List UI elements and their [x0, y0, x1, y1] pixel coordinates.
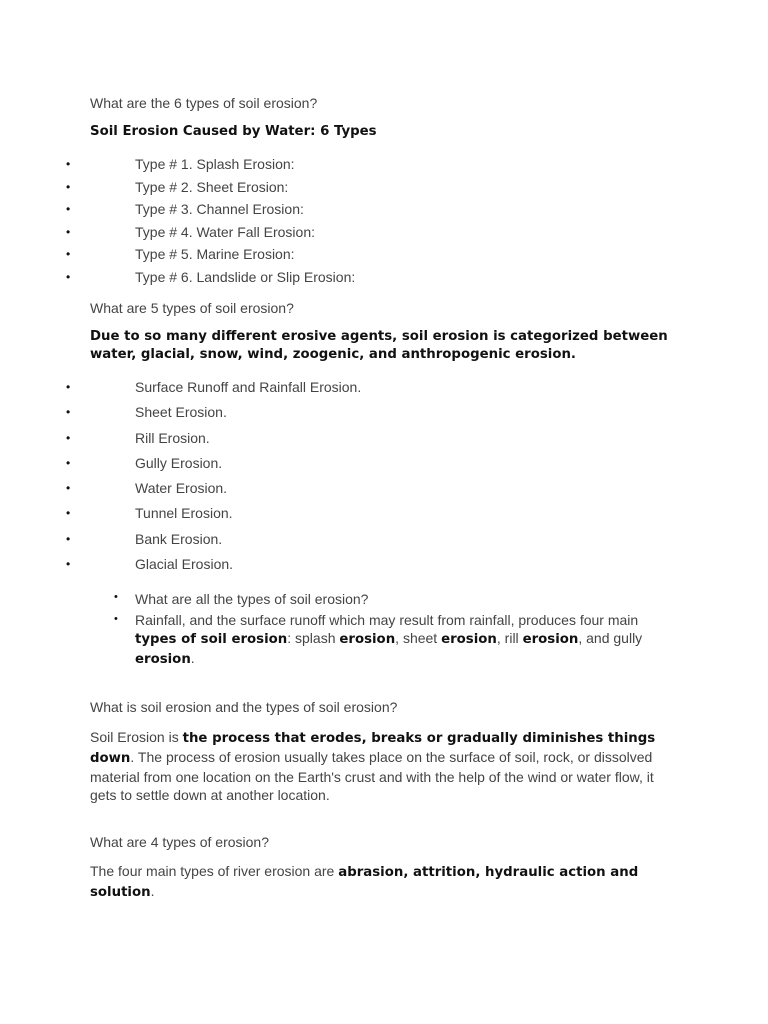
- bullet-icon: •: [114, 591, 118, 603]
- list-item: • Rill Erosion.: [0, 426, 768, 451]
- list-item: • Surface Runoff and Rainfall Erosion.: [0, 375, 768, 400]
- bullet-icon: •: [66, 269, 71, 284]
- question-four-types: What are 4 types of erosion?: [90, 834, 269, 850]
- paragraph-river-erosion-types: The four main types of river erosion are abrasion, attrition, hydraulic action and solution.: [90, 863, 639, 900]
- question-six-types: What are the 6 types of soil erosion?: [90, 95, 318, 111]
- bullet-icon: •: [66, 481, 71, 496]
- list-item: • Type # 5. Marine Erosion:: [0, 243, 768, 266]
- bullet-icon: •: [66, 157, 71, 171]
- question-five-types: What are 5 types of soil erosion?: [90, 300, 294, 316]
- list-item: • Type # 1. Splash Erosion:: [0, 153, 768, 176]
- list-item: • Water Erosion.: [0, 476, 768, 501]
- list-item: • Type # 2. Sheet Erosion:: [0, 176, 768, 199]
- list-item: • Gully Erosion.: [0, 451, 768, 476]
- bullet-icon: •: [66, 247, 71, 262]
- list-water-erosion-types: [0, 153, 768, 289]
- list-erosion-kinds: [0, 375, 768, 577]
- bullet-icon: •: [66, 405, 71, 420]
- list-item: • Type # 4. Water Fall Erosion:: [0, 221, 768, 244]
- list-item: • Tunnel Erosion.: [0, 501, 768, 526]
- bullet-icon: •: [66, 506, 71, 521]
- bullet-icon: •: [66, 557, 71, 572]
- list-item: • Type # 3. Channel Erosion:: [0, 198, 768, 221]
- sub-answer: Rainfall, and the surface runoff which may result from rainfall, produces four main types of soil erosion: splash erosion, sheet erosion, rill erosion, and gully erosion.: [135, 612, 643, 667]
- list-item: • Bank Erosion.: [0, 527, 768, 552]
- list-item: • Glacial Erosion.: [0, 552, 768, 577]
- bullet-icon: •: [66, 380, 71, 394]
- list-item: • Sheet Erosion.: [0, 400, 768, 425]
- bullet-icon: •: [66, 179, 71, 194]
- bullet-icon: •: [66, 430, 71, 445]
- bullet-icon: •: [114, 613, 118, 625]
- heading-water-erosion-types: Soil Erosion Caused by Water: 6 Types: [90, 124, 377, 139]
- question-what-is-soil-erosion: What is soil erosion and the types of soil erosion?: [90, 699, 398, 715]
- bullet-icon: •: [66, 455, 71, 470]
- sub-list-all-types: [0, 589, 768, 669]
- list-item: • Type # 6. Landslide or Slip Erosion:: [0, 266, 768, 289]
- heading-erosive-agents: Due to so many different erosive agents, soil erosion is categorized between water, glacial, snow, wind, zoogenic, and anthropogenic erosion.: [90, 329, 668, 362]
- sub-question: What are all the types of soil erosion?: [135, 591, 369, 607]
- bullet-icon: •: [66, 224, 71, 239]
- paragraph-soil-erosion-definition: Soil Erosion is the process that erodes, breaks or gradually diminishes things down. The process of erosion usually takes place on the surface of soil, rock, or dissolved material from one location on the Earth's crust and with the help of the wind or water flow, it gets to settle down at another location.: [90, 729, 656, 803]
- bullet-icon: •: [66, 531, 71, 546]
- bullet-icon: •: [66, 202, 71, 217]
